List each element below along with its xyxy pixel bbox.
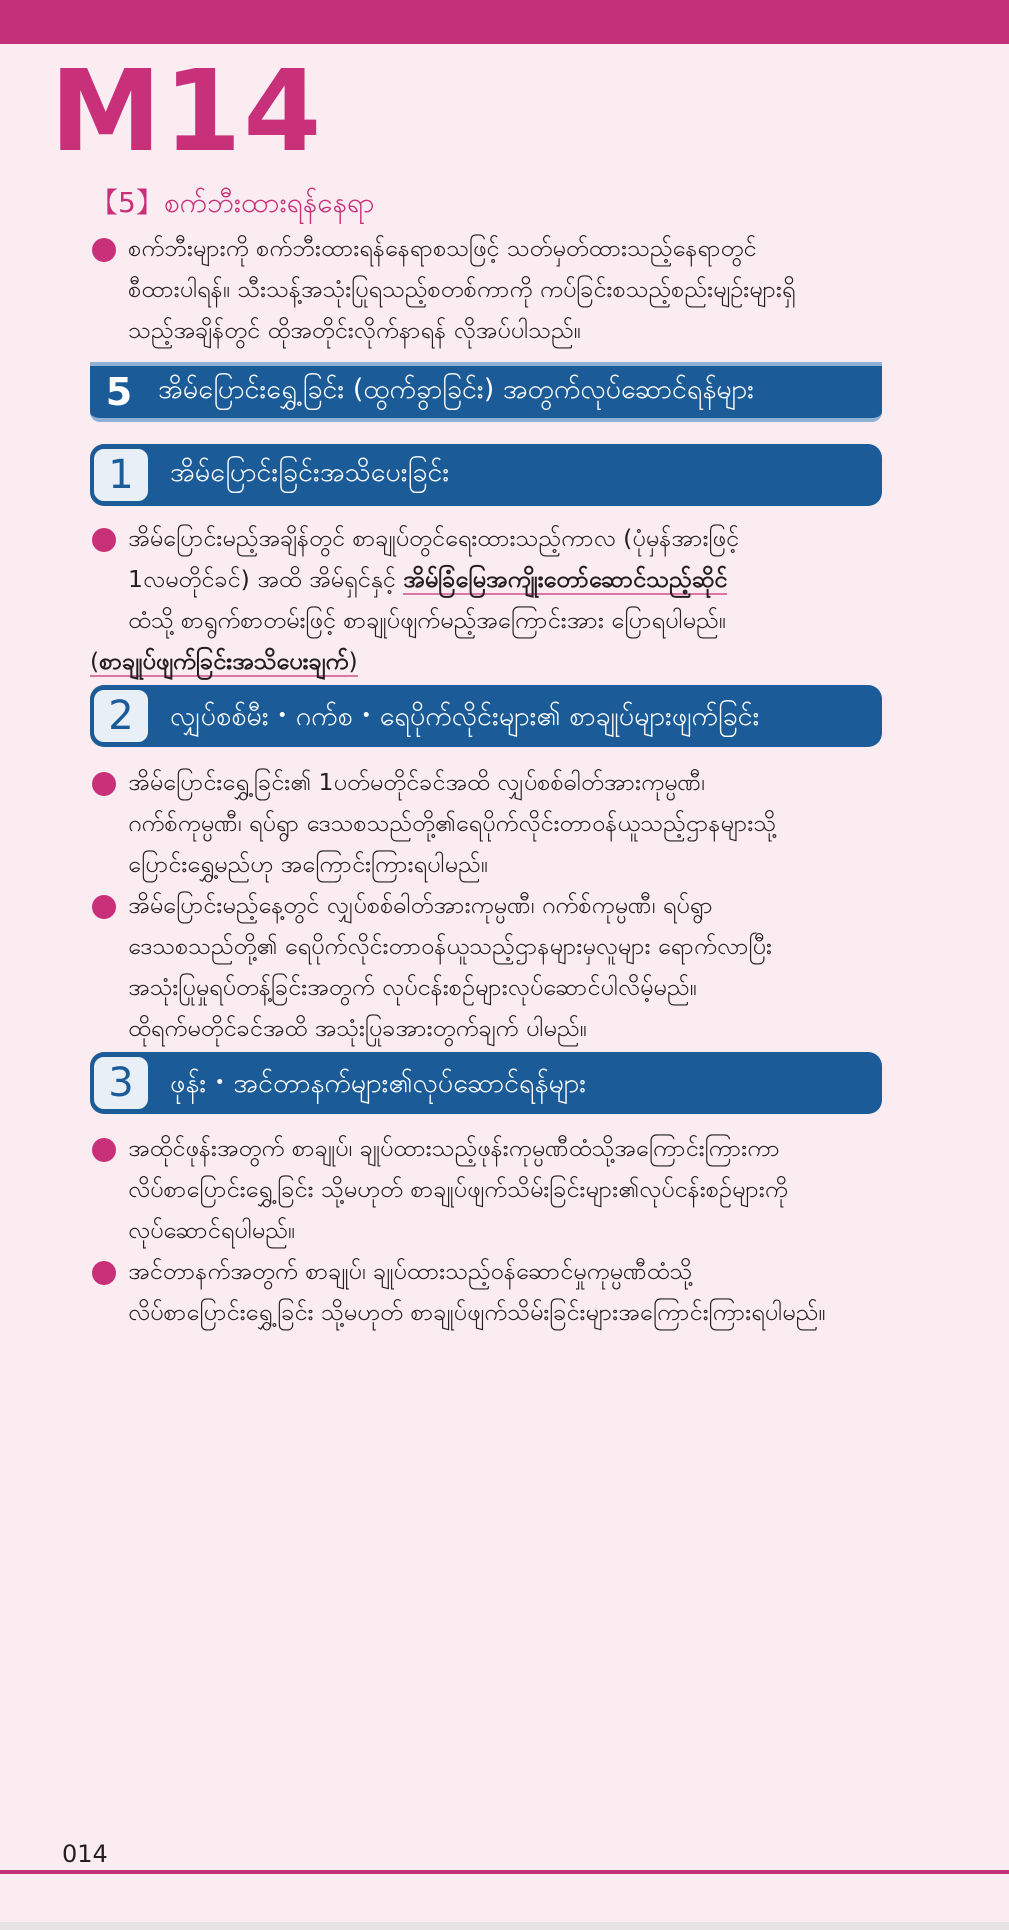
step-2-content (90, 762, 890, 1049)
bullet-line (128, 559, 890, 600)
bullet-line: စီထားပါရန်။ သီးသန့်အသုံးပြုရသည့်စတစ်ကာကို ကပ်ခြင်းစသည့်စည်းမျဉ်းများရှိ (128, 275, 796, 303)
step-1-header (90, 444, 882, 506)
bottom-edge-strip (0, 1922, 1009, 1930)
bullet-line: အထိုင်ဖုန်းအတွက် စာချုပ်၊ ချုပ်ထားသည့်ဖုန်းကုမ္ပဏီထံသို့အကြောင်းကြားကာ (128, 1134, 780, 1162)
bullet-dot-icon (92, 1261, 116, 1285)
section-number: 5 (105, 370, 133, 414)
page-number: 014 (62, 1840, 108, 1868)
intro-paragraph (90, 228, 890, 351)
bracket-open: ( (90, 647, 100, 675)
termination-notice-label (90, 647, 358, 677)
bullet-line: ထိုရက်မတိုင်ခင်အထိ အသုံးပြုခအားတွက်ချက် ပါမည်။ (128, 1014, 587, 1042)
bullet-dot-icon (92, 772, 116, 796)
bullet-line: လိပ်စာပြောင်းရွှေ့ခြင်း သို့မဟုတ် စာချုပ်ဖျက်သိမ်းခြင်းများအကြောင်းကြားရပါမည်။ (128, 1298, 826, 1326)
highlight-termination-notice: စာချုပ်ဖျက်ခြင်းအသိပေးချက် (99, 647, 349, 675)
list-item (90, 762, 890, 885)
step-number: 3 (92, 1055, 150, 1111)
subsection-heading: 【5】စက်ဘီးထားရန်နေရာ (90, 186, 375, 219)
step-title: လျှပ်စစ်မီး・ဂက်စ・ရေပိုက်လိုင်းများ၏ စာချုပ်များဖျက်ခြင်း (170, 700, 760, 732)
bullet-line: အိမ်ပြောင်းမည့်အချိန်တွင် စာချုပ်တွင်ရေးထားသည့်ကာလ (ပုံမှန်အားဖြင့် (128, 524, 739, 552)
bottom-accent-line (0, 1870, 1009, 1874)
bullet-line (90, 641, 890, 682)
list-item (90, 885, 890, 1049)
step-title: ဖုန်း・အင်တာနက်များ၏လုပ်ဆောင်ရန်များ (170, 1067, 587, 1099)
list-item (90, 1251, 890, 1333)
bullet-line: ထံသို့ စာရွက်စာတမ်းဖြင့် စာချုပ်ဖျက်မည့်အကြောင်းအား ပြောရပါမည်။ (128, 606, 726, 634)
bullet-dot-icon (92, 895, 116, 919)
bullet-dot-icon (92, 238, 116, 262)
page-code: M14 (50, 47, 324, 177)
step-title: အိမ်ပြောင်းခြင်းအသိပေးခြင်း (170, 457, 450, 488)
list-item (90, 1128, 890, 1251)
step-3-content (90, 1128, 890, 1333)
step-1-content (90, 518, 890, 682)
top-accent-bar (0, 0, 1009, 44)
bullet-line: ပြောင်းရွှေ့မည်ဟု အကြောင်းကြားရပါမည်။ (128, 850, 488, 878)
step-number: 2 (92, 688, 150, 744)
step-number: 1 (92, 447, 150, 503)
bullet-line: ဒေသစသည်တို့၏ ရေပိုက်လိုင်းတာဝန်ယူသည့်ဌာနများမှလူများ ရောက်လာပြီး (128, 932, 772, 960)
list-item (90, 518, 890, 682)
section-5-header (90, 362, 882, 422)
section-title: အိမ်ပြောင်းရွှေ့ခြင်း (ထွက်ခွာခြင်း) အတွက်လုပ်ဆောင်ရန်များ (158, 374, 754, 405)
list-item (90, 228, 890, 351)
bullet-line: အင်တာနက်အတွက် စာချုပ်၊ ချုပ်ထားသည့်ဝန်ဆောင်မှုကုမ္ပဏီထံသို့ (128, 1257, 693, 1285)
bullet-line: ဂက်စ်ကုမ္ပဏီ၊ ရပ်ရွာ ဒေသစသည်တို့၏ရေပိုက်လိုင်းတာဝန်ယူသည့်ဌာနများသို့ (128, 809, 776, 837)
bracket-close: ) (348, 647, 358, 675)
bullet-line: လုပ်ဆောင်ရပါမည်။ (128, 1216, 295, 1244)
bullet-line: အသုံးပြုမှုရပ်တန့်ခြင်းအတွက် လုပ်ငန်းစဉ်များလုပ်ဆောင်ပါလိမ့်မည်။ (128, 973, 697, 1001)
highlight-real-estate-agency: အိမ်ခြံမြေအကျိုးတော်ဆောင်သည့်ဆိုင် (403, 565, 728, 593)
bullet-text: 1လမတိုင်ခင်) အထိ အိမ်ရှင်နှင့် (128, 565, 404, 593)
bullet-line: အိမ်ပြောင်းမည့်နေ့တွင် လျှပ်စစ်ဓါတ်အားကုမ္ပဏီ၊ ဂက်စ်ကုမ္ပဏီ၊ ရပ်ရွာ (128, 891, 713, 919)
bullet-line: စက်ဘီးများကို စက်ဘီးထားရန်နေရာစသဖြင့် သတ်မှတ်ထားသည့်နေရာတွင် (128, 234, 757, 262)
step-3-header (90, 1052, 882, 1114)
bullet-line: သည့်အချိန်တွင် ထိုအတိုင်းလိုက်နာရန် လိုအပ်ပါသည်။ (128, 316, 581, 344)
bullet-dot-icon (92, 1138, 116, 1162)
step-2-header (90, 685, 882, 747)
bullet-line: လိပ်စာပြောင်းရွှေ့ခြင်း သို့မဟုတ် စာချုပ်ဖျက်သိမ်းခြင်းများ၏လုပ်ငန်းစဉ်များကို (128, 1175, 788, 1203)
bullet-dot-icon (92, 528, 116, 552)
bullet-line: အိမ်ပြောင်းရွှေ့ခြင်း၏ 1ပတ်မတိုင်ခင်အထိ လျှပ်စစ်ဓါတ်အားကုမ္ပဏီ၊ (128, 768, 705, 796)
